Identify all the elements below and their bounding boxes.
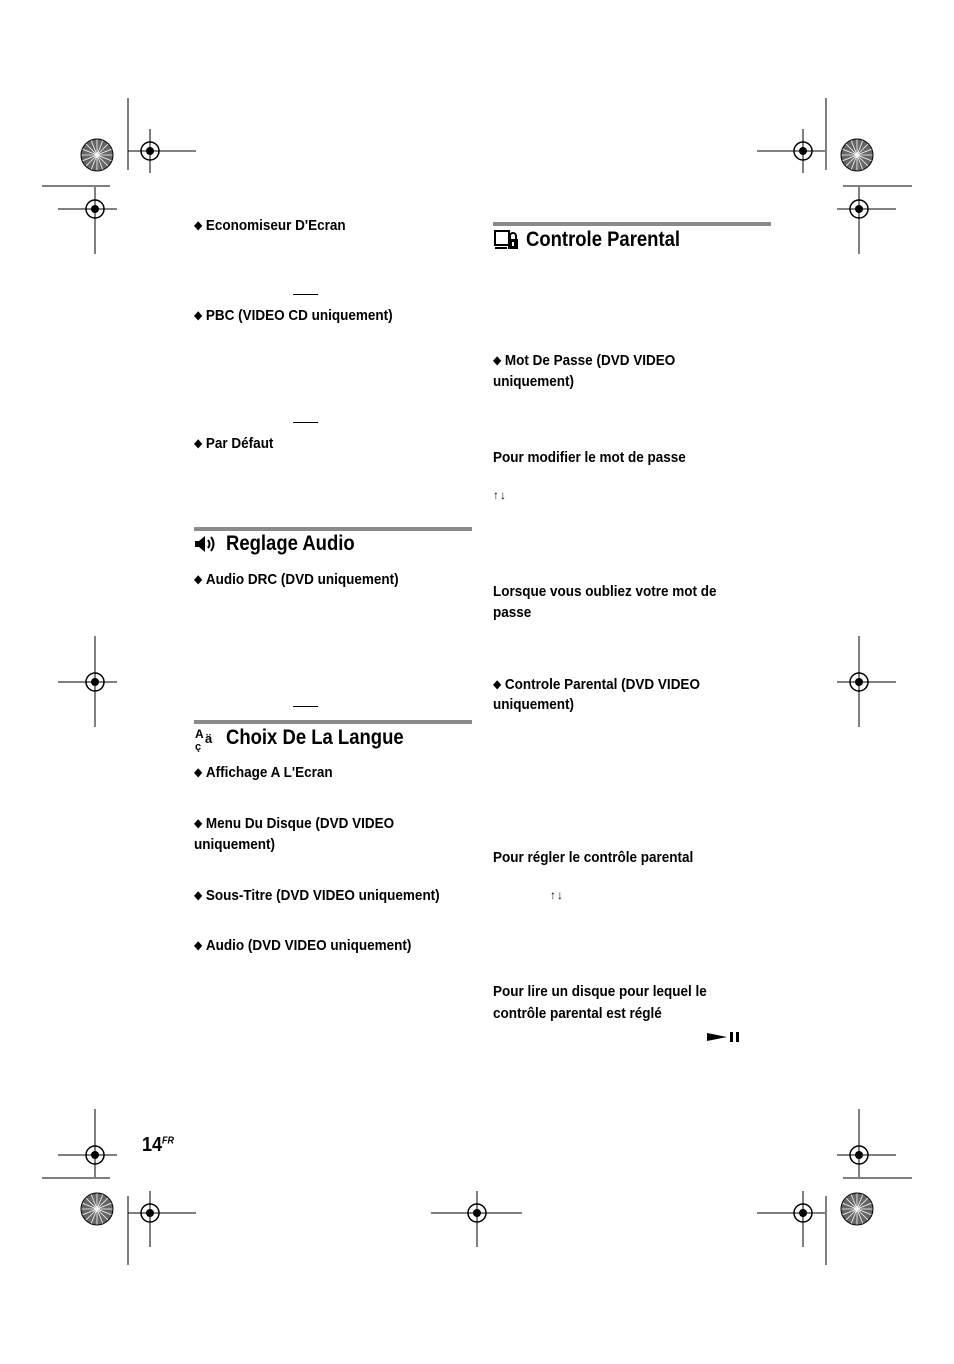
heading-oubli-mot-de-passe: Lorsque vous oubliez votre mot de	[493, 583, 717, 600]
item-controle-parental-cont: uniquement)	[493, 696, 574, 713]
item-affichage-ecran: ◆ Affichage A L'Ecran	[194, 764, 333, 781]
section-title-language: Choix De La Langue	[226, 726, 404, 749]
svg-text:ç: ç	[195, 741, 202, 752]
item-menu-disque-cont: uniquement)	[194, 836, 275, 853]
heading-regler-controle: Pour régler le contrôle parental	[493, 849, 694, 866]
heading-modifier-mot-de-passe: Pour modifier le mot de passe	[493, 449, 686, 466]
section-title-audio: Reglage Audio	[226, 532, 355, 555]
heading-lire-disque-cont: contrôle parental est réglé	[493, 1005, 662, 1022]
item-menu-disque: ◆ Menu Du Disque (DVD VIDEO	[194, 815, 395, 832]
up-down-arrows-icon: ↑↓	[493, 488, 507, 502]
item-mot-de-passe-cont: uniquement)	[493, 373, 574, 390]
heading-lire-disque: Pour lire un disque pour lequel le	[493, 983, 707, 1000]
page-language-suffix: FR	[162, 1135, 175, 1147]
svg-text:ä: ä	[205, 731, 213, 746]
item-controle-parental: ◆ Controle Parental (DVD VIDEO	[493, 676, 700, 693]
section-title-parental: Controle Parental	[526, 228, 681, 251]
up-down-arrows-icon: ↑↓	[550, 888, 564, 902]
item-sous-titre: ◆ Sous-Titre (DVD VIDEO uniquement)	[194, 887, 440, 904]
heading-oubli-mot-de-passe-cont: passe	[493, 604, 532, 621]
item-audio-drc: ◆ Audio DRC (DVD uniquement)	[194, 571, 399, 588]
page-number: $14^{FR}$	[142, 1134, 175, 1156]
item-economiseur-ecran: ◆ Economiseur D'Ecran	[194, 217, 346, 234]
item-audio: ◆ Audio (DVD VIDEO uniquement)	[194, 937, 412, 954]
item-mot-de-passe: ◆ Mot De Passe (DVD VIDEO	[493, 352, 676, 369]
svg-text:A: A	[195, 727, 204, 741]
item-par-defaut: ◆ Par Défaut	[194, 435, 274, 452]
item-pbc: ◆ PBC (VIDEO CD uniquement)	[194, 307, 393, 324]
